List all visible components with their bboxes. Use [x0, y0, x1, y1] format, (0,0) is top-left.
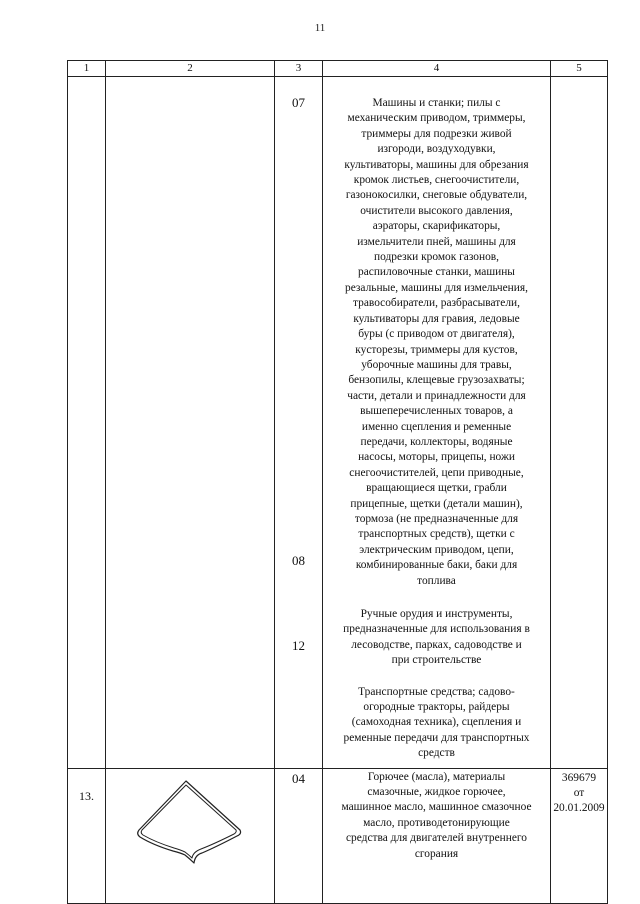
text-line: резальные, машины для измельчения, [345, 281, 528, 294]
goods-list-07 [323, 77, 550, 589]
mark-cell [106, 77, 275, 769]
text-line: (самоходная техника), сцепления и [351, 716, 522, 729]
class-code-08: 08 [292, 553, 305, 568]
registration-number [551, 768, 608, 903]
text-line: машинное масло, машинное смазочное [341, 801, 532, 814]
goods-list-12 [323, 669, 550, 768]
text-line: бензопилы, клещевые грузозахваты; [348, 374, 525, 387]
text-line: масло, противодетонирующие [363, 816, 510, 829]
text-line: передачи, коллекторы, водяные [360, 435, 513, 448]
kite-shape-trademark-icon [128, 775, 248, 869]
text-line: электрическим приводом, цепи, [359, 543, 514, 556]
goods-list-08 [323, 589, 550, 669]
text-line: кусторезы, триммеры для кустов, [355, 343, 518, 356]
table-row-continued [68, 77, 608, 769]
header-col-4: 4 [323, 61, 551, 77]
class-code-12: 12 [292, 638, 305, 653]
text-line: культиваторы, машины для обрезания [344, 158, 529, 171]
text-line: Ручные орудия и инструменты, [360, 608, 513, 620]
text-line: ременные передачи для транспортных [343, 731, 530, 744]
text-line: аэраторы, скарификаторы, [372, 220, 501, 233]
goods-list-04 [323, 769, 550, 862]
text-line: средства для двигателей внутреннего [346, 832, 527, 845]
text-line: механическим приводом, триммеры, [347, 112, 526, 125]
text-line: предназначенные для использования в [343, 623, 530, 636]
goods-cell-13 [323, 768, 551, 903]
text-line: кромок листьев, снегоочистители, [353, 174, 520, 187]
text-line: от [573, 786, 585, 799]
text-line: смазочные, жидкое горючее, [367, 786, 506, 799]
text-line: изгороди, воздуходувки, [377, 143, 496, 156]
text-line: подрезки кромок газонов, [374, 251, 499, 264]
text-line: Машины и станки; пилы с [372, 97, 501, 109]
text-line: буры (с приводом от двигателя), [358, 328, 515, 341]
text-line: триммеры для подрезки живой [361, 127, 512, 140]
mark-cell-13 [106, 768, 275, 903]
header-col-2: 2 [106, 61, 275, 77]
text-line: сгорания [414, 847, 459, 860]
text-line: газонокосилки, снеговые обдуватели, [345, 189, 528, 202]
text-line: Транспортные средства; садово- [358, 685, 515, 698]
text-line: вращающиеся щетки, грабли [366, 482, 507, 495]
row-number: 13. [68, 768, 106, 903]
text-line: транспортных средств), щетки с [358, 528, 515, 541]
text-line: вышеперечисленных товаров, а [360, 405, 513, 418]
text-line: травособиратели, разбрасыватели, [353, 297, 520, 310]
text-line: измельчители пней, машины для [357, 235, 516, 248]
text-line: снегоочистителей, цепи приводные, [349, 466, 524, 479]
trademark-table [67, 60, 608, 904]
text-line: Горючее (масла), материалы [367, 770, 506, 783]
text-line: очистители высокого давления, [360, 204, 513, 217]
text-line: именно сцепления и ременные [361, 420, 512, 433]
header-col-1: 1 [68, 61, 106, 77]
goods-cell [323, 77, 551, 769]
text-line: уборочные машины для травы, [361, 358, 512, 371]
page-number: 11 [314, 22, 326, 34]
text-line: прицепные, щетки (детали машин), [350, 497, 523, 510]
text-line: огородные тракторы, райдеры [363, 701, 510, 714]
class-code-07: 07 [292, 95, 305, 110]
text-line: лесоводстве, парках, садоводстве и [351, 638, 522, 651]
header-col-3: 3 [275, 61, 323, 77]
text-line: средств [418, 747, 455, 760]
text-line: топлива [417, 574, 456, 587]
registration-cell [551, 77, 608, 769]
text-line: насосы, моторы, прицепы, ножи [358, 451, 515, 464]
text-line: 20.01.2009 [553, 801, 605, 814]
header-col-5: 5 [551, 61, 608, 77]
class-code-04: 04 [275, 768, 323, 903]
header-row [68, 61, 608, 77]
table-row-13 [68, 768, 608, 903]
class-codes-cell [275, 77, 323, 769]
text-line: тормоза (не предназначенные для [354, 512, 519, 525]
text-line: 369679 [561, 771, 597, 784]
text-line: части, детали и принадлежности для [347, 389, 526, 402]
text-line: комбинированные баки, баки для [355, 559, 518, 572]
text-line: распиловочные станки, машины [358, 266, 515, 279]
text-line: культиваторы для гравия, ледовые [353, 312, 520, 325]
text-line: при строительстве [391, 654, 482, 667]
number-cell [68, 77, 106, 769]
